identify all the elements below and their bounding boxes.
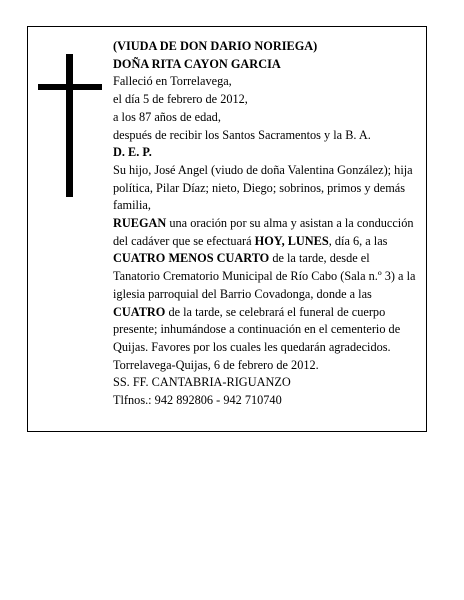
ruegan-text: RUEGAN (113, 216, 167, 231)
request-text-4: de la tarde, se celebrará el funeral de cuerpo presente; inhumándose a continuación en el cementerio de Quijas. Favores por los cuales les quedarán agradecidos. (113, 304, 401, 354)
cross-vertical-bar (66, 54, 73, 197)
age-line: a los 87 años de edad, (113, 109, 221, 124)
request-paragraph (113, 215, 419, 357)
request-text-1: una oración por su alma y asistan a la conducción del cadáver que se efectuará (113, 216, 414, 248)
cuatro-menos-cuarto-text: CUATRO MENOS CUARTO (113, 251, 270, 266)
request-text-3: de la tarde, desde el Tanatorio Crematorio Municipal de Río Cabo (Sala n.º 3) a la iglesia parroquial del Barrio Covadonga, donde a las (113, 251, 416, 301)
hoy-text: HOY (254, 233, 282, 248)
cross-icon (38, 54, 102, 197)
death-date-line: el día 5 de febrero de 2012, (113, 92, 248, 107)
obituary-notice (27, 26, 427, 432)
lunes-text: LUNES (287, 233, 329, 248)
comma-text: , (281, 233, 288, 248)
deceased-name: DOÑA RITA CAYON GARCIA (113, 56, 281, 71)
dep-line: D. E. P. (113, 145, 152, 160)
cross-horizontal-bar (38, 84, 102, 90)
cuatro-text: CUATRO (113, 304, 166, 319)
request-text-2: , día 6, a las (328, 233, 388, 248)
notice-text (113, 38, 419, 410)
sacraments-line: después de recibir los Santos Sacramentos y la B. A. (113, 127, 371, 142)
phones-line: Tlfnos.: 942 892806 - 942 710740 (113, 393, 282, 408)
family-paragraph: Su hijo, José Angel (viudo de doña Valentina González); hija política, Pilar Díaz; nieto, Diego; sobrinos, primos y demás familia, (113, 162, 413, 213)
death-place-line: Falleció en Torrelavega, (113, 74, 232, 89)
funeral-home-line: SS. FF. CANTABRIA-RIGUANZO (113, 375, 291, 390)
place-date-line: Torrelavega-Quijas, 6 de febrero de 2012. (113, 357, 319, 372)
widow-line: (VIUDA DE DON DARIO NORIEGA) (113, 39, 318, 53)
